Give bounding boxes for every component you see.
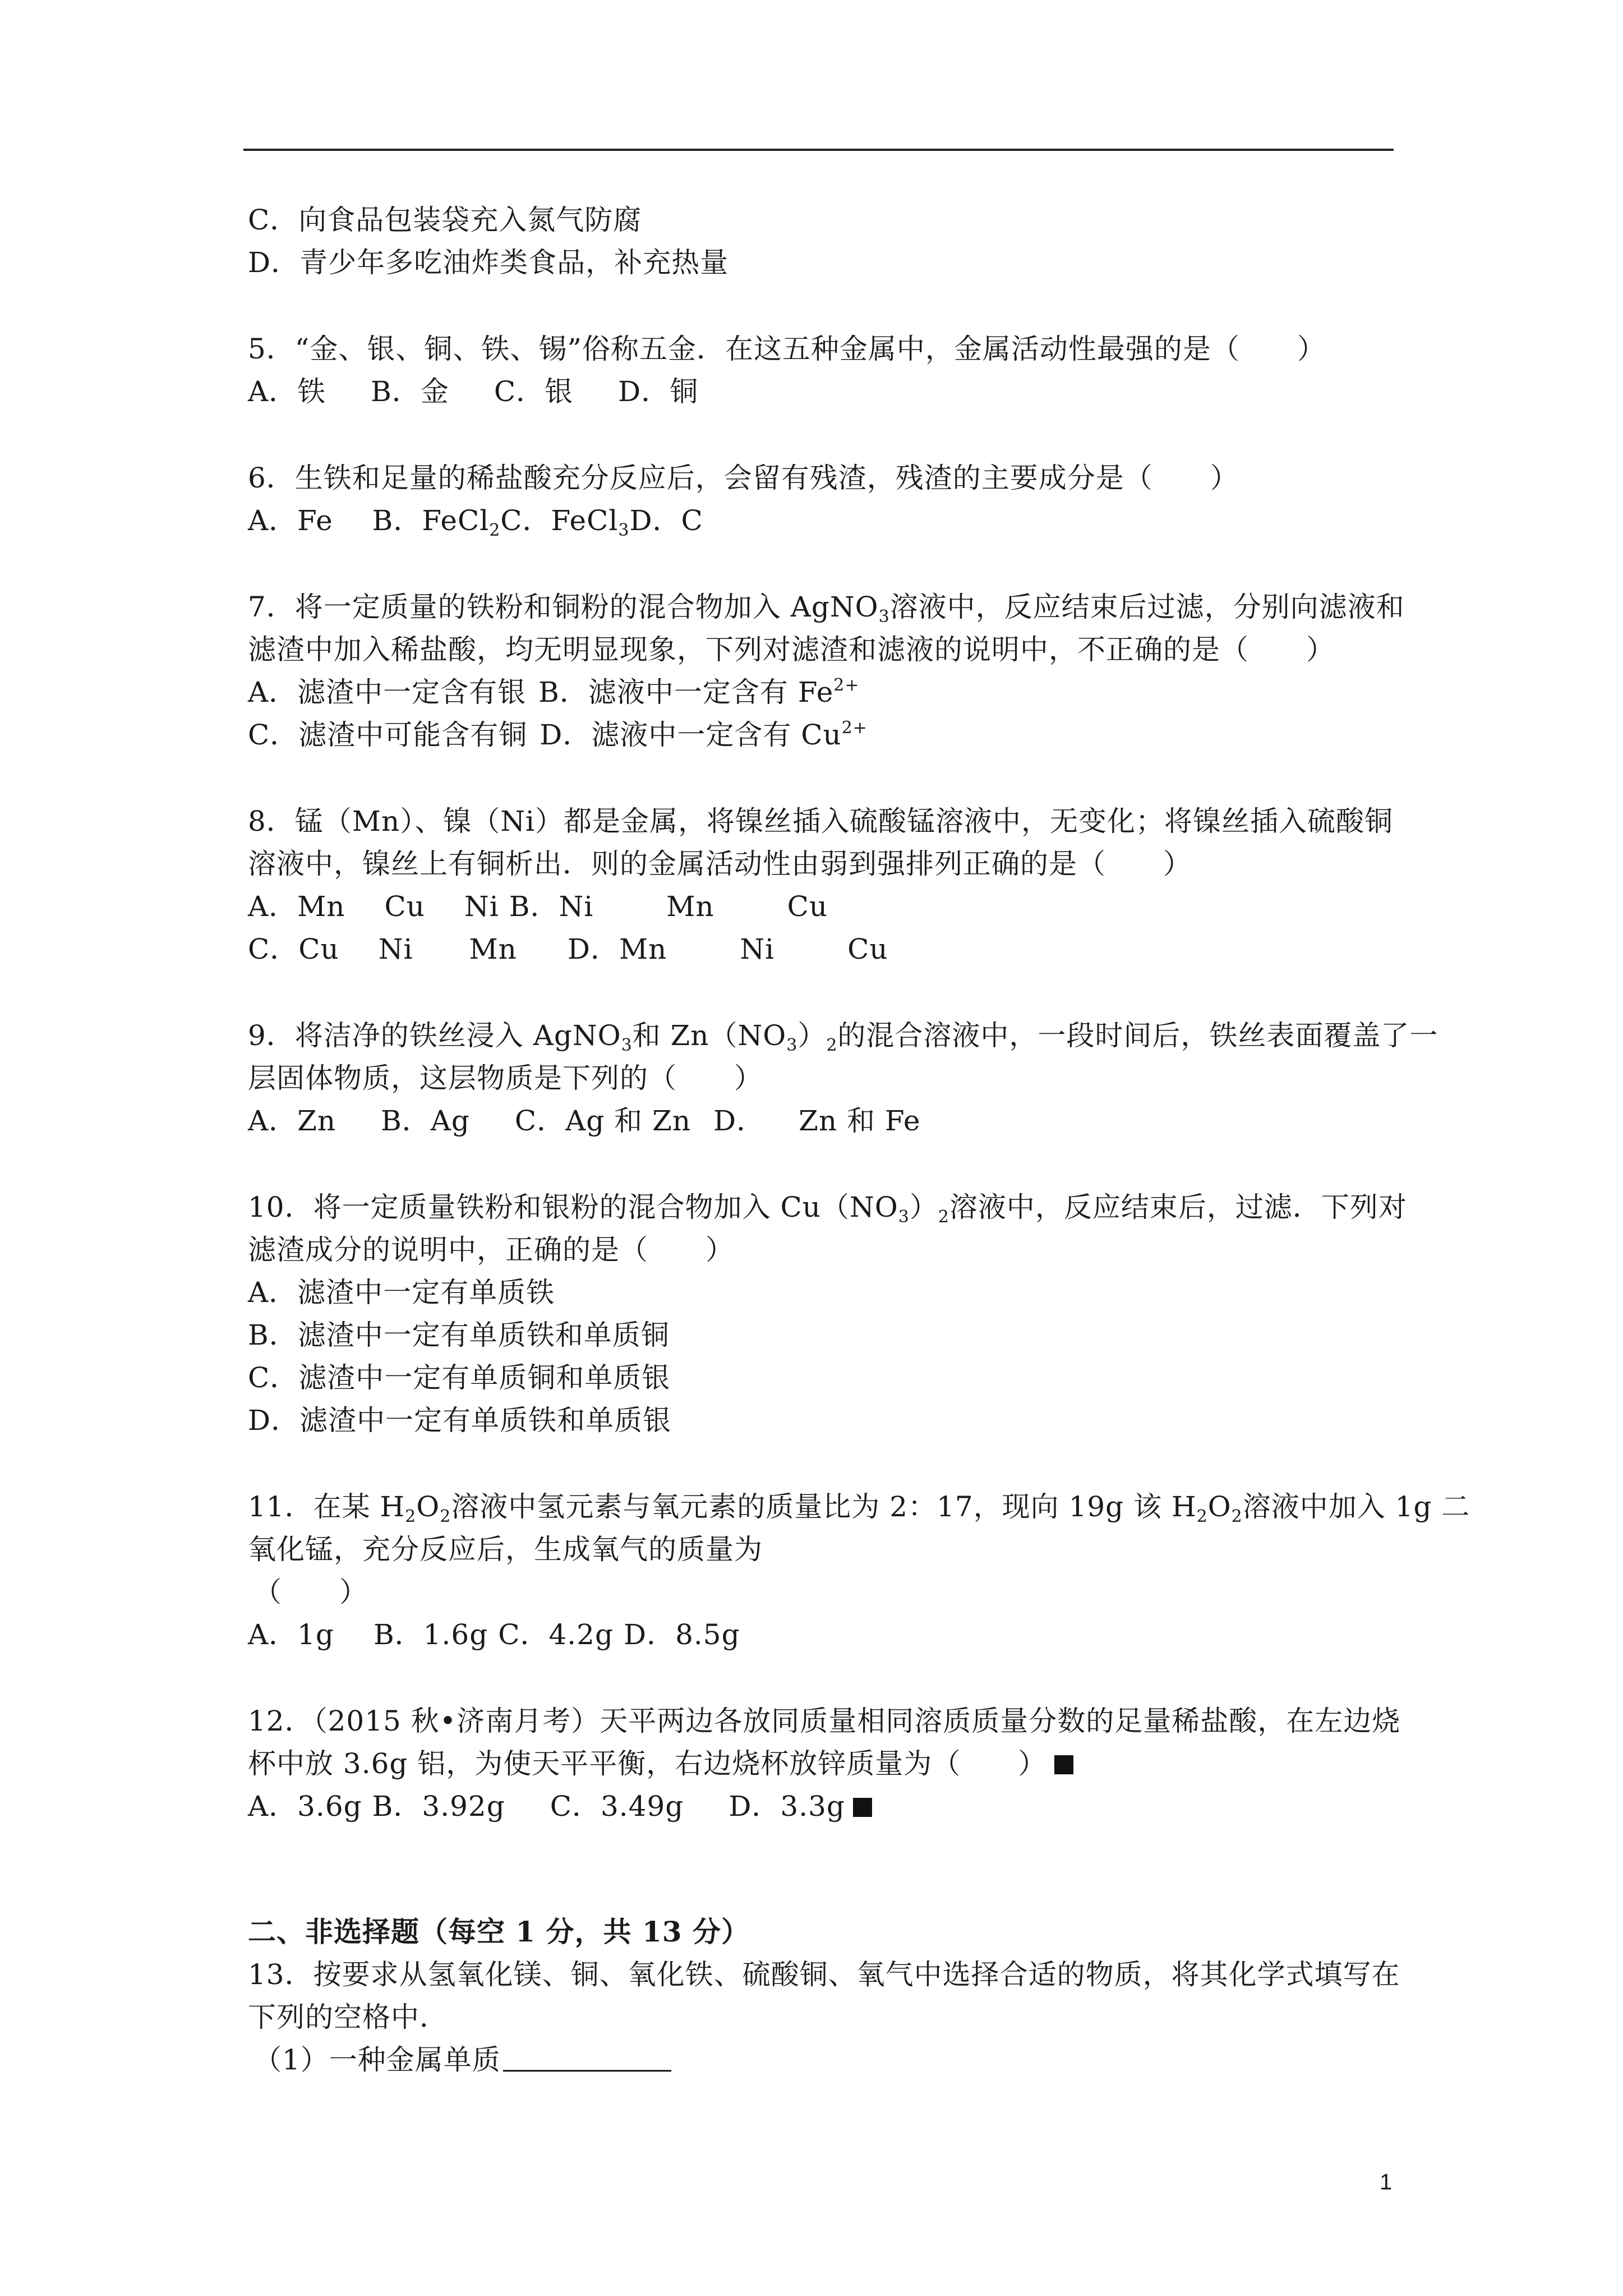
q10-option-d: D．滤渣中一定有单质铁和单质银 xyxy=(248,1404,672,1437)
q12-option-a: A．3.6g xyxy=(248,1790,362,1823)
answer-blank[interactable] xyxy=(503,2044,671,2072)
q13-stem-line1: 13．按要求从氢氧化镁、铜、氧化铁、硫酸铜、氧气中选择合适的物质，将其化学式填写在 xyxy=(248,1958,1400,1991)
q11-options xyxy=(248,1618,740,1651)
q12-stem-line2: 杯中放 3.6g 铝，为使天平平衡，右边烧杯放锌质量为（ ） xyxy=(248,1747,1073,1780)
q8-stem-line2: 溶液中，镍丝上有铜析出．则的金属活动性由弱到强排列正确的是（ ） xyxy=(248,848,1192,880)
q5-stem: 5．“金、银、铜、铁、锡”俗称五金．在这五种金属中，金属活动性最强的是（ ） xyxy=(248,333,1326,365)
q12-stem-line1: 12．（2015 秋•济南月考）天平两边各放同质量相同溶质质量分数的足量稀盐酸，在左边烧 xyxy=(248,1705,1401,1737)
q5-options xyxy=(248,375,698,408)
q9-option-c: C．Ag 和 Zn xyxy=(514,1105,691,1137)
q9-options xyxy=(248,1104,920,1138)
page-number: 1 xyxy=(1380,2170,1393,2194)
q8-option-a: A．Mn Cu Ni xyxy=(248,890,499,923)
q11-option-b: B．1.6g xyxy=(373,1618,488,1651)
q11-stem-line1: 11．在某 $H_2O_2$溶液中氢元素与氧元素的质量比为 2：17，现向 19g 该 $H_2O_2$溶液中加入 1g 二 xyxy=(248,1490,1470,1526)
q11-option-d: D．8.5g xyxy=(624,1618,740,1651)
q13-item-1: （1）一种金属单质 xyxy=(253,2043,671,2077)
q8-option-c: C．Cu Ni Mn xyxy=(248,933,517,965)
black-square-icon xyxy=(853,1798,872,1817)
q10-stem-line2: 滤渣成分的说明中，正确的是（ ） xyxy=(248,1234,734,1266)
section-title: 二、非选择题（每空 1 分，共 13 分） xyxy=(248,1915,750,1948)
q7-option-a: A．滤渣中一定含有银 xyxy=(248,676,527,708)
q9-stem-line2: 层固体物质，这层物质是下列的（ ） xyxy=(248,1062,763,1094)
q7-option-c: C．滤渣中可能含有铜 xyxy=(248,719,528,751)
q4-option-d: D．青少年多吃油炸类食品，补充热量 xyxy=(248,246,729,279)
q6-option-c: C．FeCl$_3$ xyxy=(500,504,630,540)
q6-options xyxy=(248,504,703,540)
q9-option-b: B．Ag xyxy=(381,1105,470,1137)
q7-options-ab xyxy=(248,675,860,709)
q11-option-c: C．4.2g xyxy=(498,1618,614,1651)
q10-option-b: B．滤渣中一定有单质铁和单质铜 xyxy=(248,1319,670,1351)
q9-stem-line1: 9．将洁净的铁丝浸入 AgNO$_3$和 $Zn(NO_3)_2$的混合溶液中，一段时间后，铁丝表面覆盖了一 xyxy=(248,1019,1438,1055)
q6-option-d: D．C xyxy=(629,504,703,537)
q8-options-cd xyxy=(248,932,888,966)
q8-option-d: D．Mn Ni Cu xyxy=(567,933,888,965)
q7-option-d: D．滤液中一定含有 $Cu^{2+}$ xyxy=(540,718,868,751)
q5-option-d: D．铜 xyxy=(618,375,699,408)
q11-stem-line2: 氧化锰，充分反应后，生成氧气的质量为 xyxy=(248,1533,763,1566)
q10-stem-line1: 10．将一定质量铁粉和银粉的混合物加入 $Cu(NO_3)_2$溶液中，反应结束后，过滤．下列对 xyxy=(248,1191,1407,1227)
black-square-icon xyxy=(1054,1755,1073,1774)
q9-option-d: D． Zn 和 Fe xyxy=(713,1105,921,1137)
q12-option-c: C．3.49g xyxy=(550,1790,684,1823)
header-rule xyxy=(243,149,1394,151)
q8-options-ab xyxy=(248,890,828,923)
q9-option-a: A．Zn xyxy=(248,1105,336,1137)
q5-option-a: A．铁 xyxy=(248,375,326,408)
q7-option-b: B．滤液中一定含有 $Fe^{2+}$ xyxy=(538,675,860,708)
q7-options-cd xyxy=(248,718,868,752)
q4-option-c: C．向食品包装袋充入氮气防腐 xyxy=(248,204,642,236)
q6-option-b: B．FeCl$_2$ xyxy=(372,504,501,540)
q10-option-a: A．滤渣中一定有单质铁 xyxy=(248,1276,555,1309)
q12-option-d: D．3.3g xyxy=(728,1790,845,1823)
q11-stem-line3: （ ） xyxy=(253,1576,368,1608)
q5-option-b: B．金 xyxy=(371,375,449,408)
q7-stem-line1: 7．将一定质量的铁粉和铜粉的混合物加入 AgNO$_3$溶液中，反应结束后过滤，分别向滤液和 xyxy=(248,591,1405,627)
q12-option-b: B．3.92g xyxy=(372,1790,505,1823)
q13-stem-line2: 下列的空格中． xyxy=(248,2001,448,2033)
q6-option-a: A．Fe xyxy=(248,504,333,537)
q5-option-c: C．银 xyxy=(494,375,574,408)
q7-stem-line2: 滤渣中加入稀盐酸，均无明显现象，下列对滤渣和滤液的说明中，不正确的是（ ） xyxy=(248,633,1335,666)
q11-option-a: A．1g xyxy=(248,1618,334,1651)
q8-stem-line1: 8．锰（Mn）、镍（Ni）都是金属，将镍丝插入硫酸锰溶液中，无变化；将镍丝插入硫酸铜 xyxy=(248,805,1393,838)
q12-options xyxy=(248,1789,872,1823)
q6-stem: 6．生铁和足量的稀盐酸充分反应后，会留有残渣，残渣的主要成分是（ ） xyxy=(248,462,1239,494)
q8-option-b: B．Ni Mn Cu xyxy=(509,890,828,923)
q10-option-c: C．滤渣中一定有单质铜和单质银 xyxy=(248,1361,671,1394)
